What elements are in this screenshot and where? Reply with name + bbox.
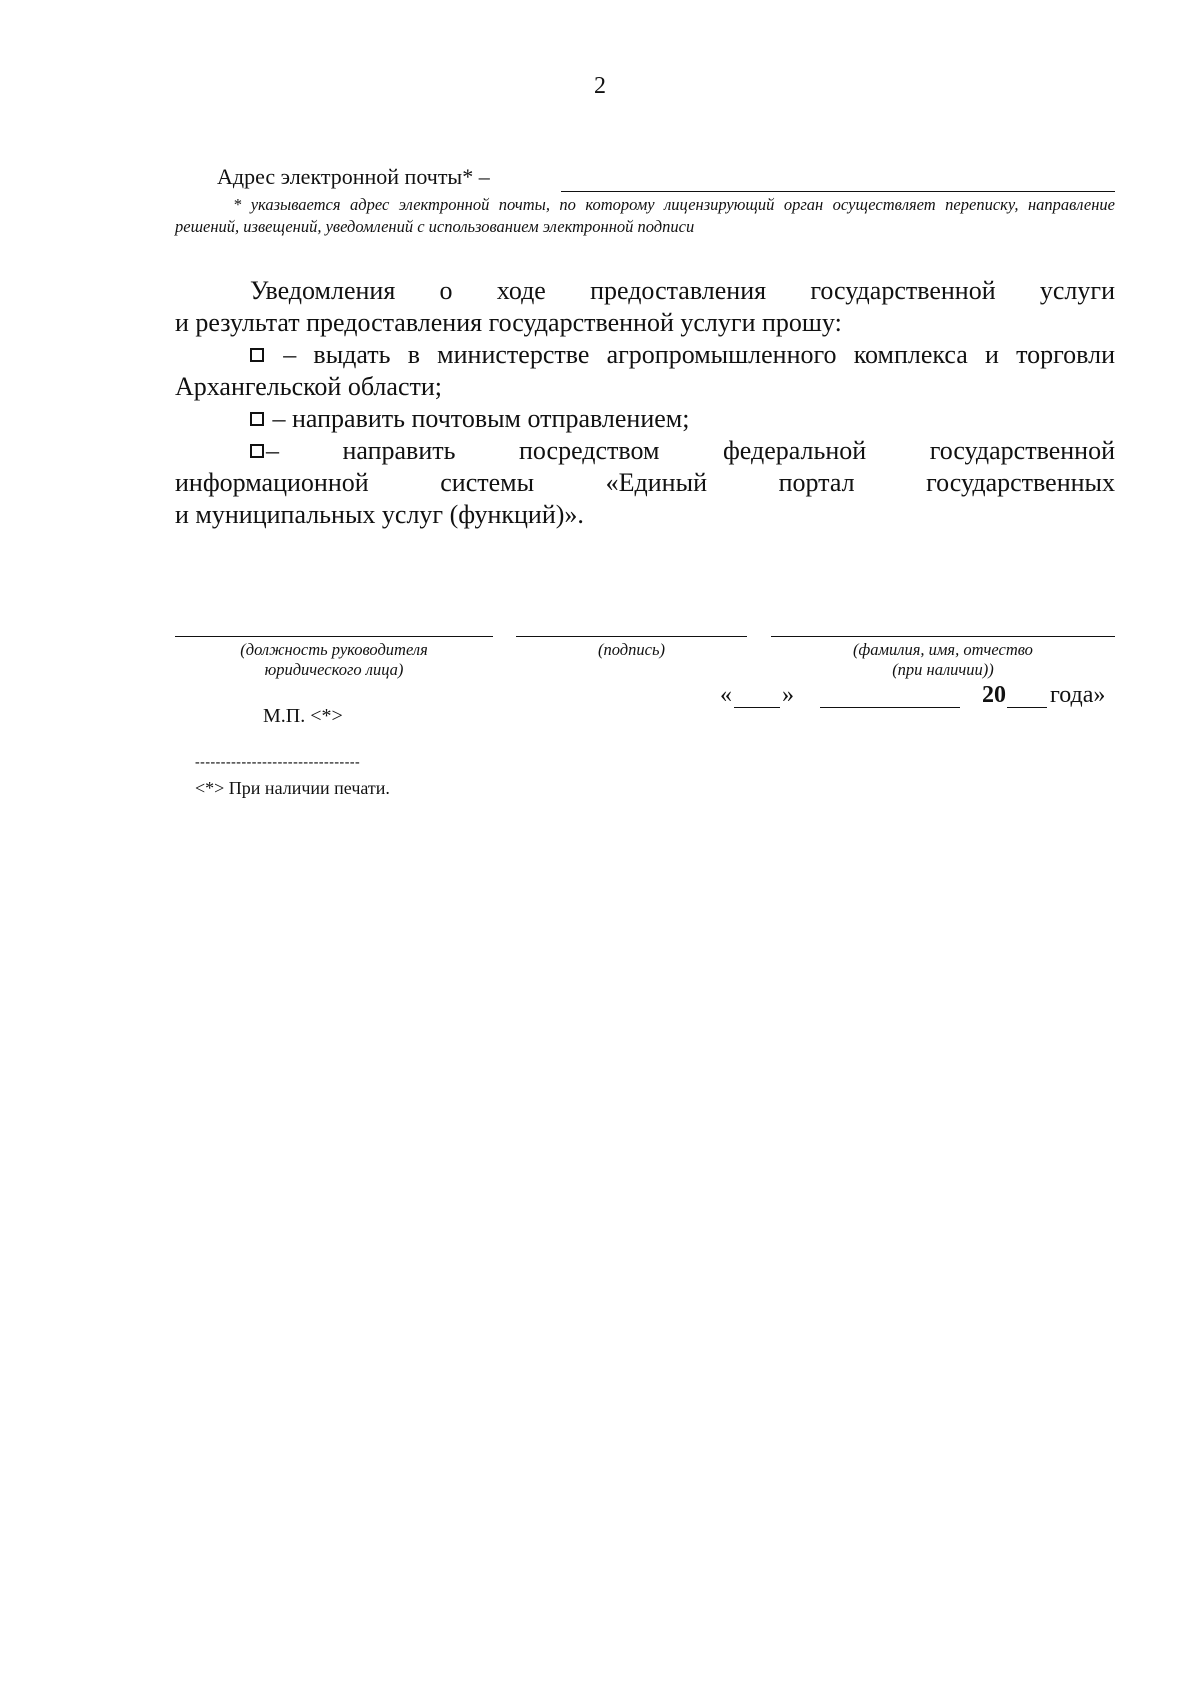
- position-caption-line2: юридического лица): [264, 660, 404, 679]
- footnote-separator: --------------------------------: [195, 755, 361, 770]
- option-office: [175, 339, 1115, 371]
- email-label: Адрес электронной почты* –: [217, 164, 490, 189]
- stamp-footnote: <*> При наличии печати.: [195, 778, 390, 798]
- notification-intro-line1: Уведомления о ходе предоставления государственной услуги: [250, 276, 1115, 305]
- date-month-field[interactable]: [820, 707, 960, 708]
- name-caption: [771, 640, 1115, 680]
- option-portal-label-line2: информационной системы «Единый портал государственных: [175, 468, 1115, 497]
- date-day-field[interactable]: [734, 707, 780, 708]
- date-open-quote: «: [720, 682, 732, 708]
- option-office-label-line2: Архангельской области;: [175, 372, 442, 401]
- notification-intro-line2: и результат предоставления государственной услуги прошу:: [175, 308, 842, 337]
- email-footnote: * указывается адрес электронной почты, по которому лицензирующий орган осуществляет переписку, направление решений, извещений, уведомлений с использованием электронной подписи: [175, 195, 1115, 236]
- option-portal-label-line3: и муниципальных услуг (функций)».: [175, 500, 584, 529]
- date-row: [720, 680, 1120, 714]
- option-portal-label-line1: – направить посредством федеральной государственной: [266, 436, 1115, 465]
- option-portal: [175, 435, 1115, 467]
- checkbox-mail[interactable]: [250, 412, 264, 426]
- notification-section: [175, 275, 1115, 531]
- checkbox-portal[interactable]: [250, 444, 264, 458]
- email-input-line[interactable]: [561, 191, 1115, 192]
- date-year-prefix: 20: [982, 682, 1006, 708]
- date-year-field[interactable]: [1007, 707, 1047, 708]
- name-signature-line[interactable]: [771, 636, 1115, 637]
- position-signature-line[interactable]: [175, 636, 493, 637]
- position-caption: [175, 640, 493, 680]
- name-caption-line1: (фамилия, имя, отчество: [853, 640, 1033, 659]
- position-caption-line1: (должность руководителя: [240, 640, 428, 659]
- date-close-quote: »: [782, 682, 794, 708]
- page-number: 2: [594, 73, 606, 99]
- option-mail: [175, 403, 1115, 435]
- signature-line[interactable]: [516, 636, 747, 637]
- stamp-label: М.П. <*>: [263, 705, 343, 727]
- checkbox-office[interactable]: [250, 348, 264, 362]
- name-caption-line2: (при наличии)): [892, 660, 994, 679]
- signature-caption: (подпись): [598, 640, 665, 659]
- date-year-suffix: года»: [1050, 682, 1106, 708]
- option-office-label-line1: – выдать в министерстве агропромышленного комплекса и торговли: [283, 340, 1115, 369]
- option-mail-label: – направить почтовым отправлением;: [272, 404, 690, 433]
